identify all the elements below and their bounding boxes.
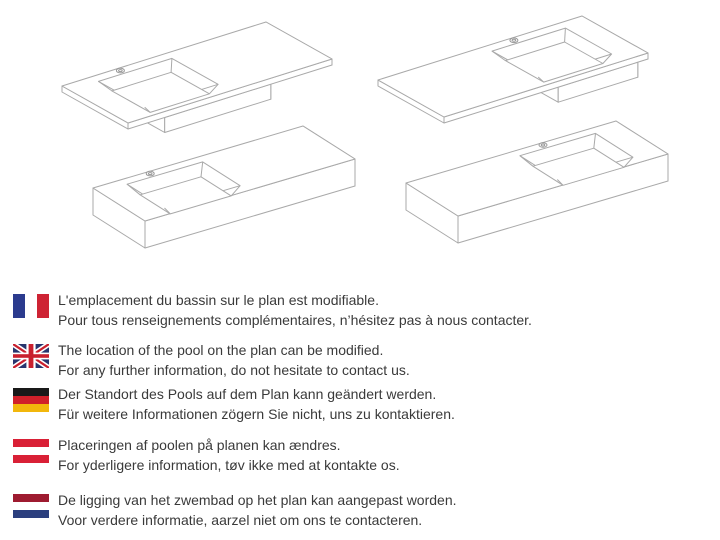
netherlands-flag (13, 494, 49, 518)
faucet-hole-icon (146, 171, 154, 176)
note-line-2: Voor verdere informatie, aarzel niet om ons te contacteren. (58, 512, 423, 528)
germany-flag (13, 388, 49, 412)
note-line-1: Der Standort des Pools auf dem Plan kann geändert werden. (58, 386, 437, 402)
note-line-1: De ligging van het zwembad op het plan kan aangepast worden. (58, 492, 457, 508)
note-line-2: Für weitere Informationen zögern Sie nicht, uns zu kontaktieren. (58, 406, 455, 422)
note-line-1: The location of the pool on the plan can be modified. (58, 342, 384, 358)
faucet-hole-icon (510, 38, 518, 43)
countertop-thick-basin-right-drawing (403, 115, 673, 250)
countertop-thick-basin-left-drawing (90, 120, 360, 255)
note-line-2: For any further information, do not hesitate to contact us. (58, 362, 410, 378)
note-line-2: For yderligere information, tøv ikke med at kontakte os. (58, 457, 400, 473)
united-kingdom-flag (13, 344, 49, 368)
france-flag (13, 294, 49, 318)
austria-flag (13, 439, 49, 463)
note-line-1: L'emplacement du bassin sur le plan est modifiable. (58, 292, 379, 308)
faucet-hole-icon (539, 143, 547, 148)
note-line-1: Placeringen af poolen på planen kan ændres. (58, 437, 341, 453)
slab-outline (378, 16, 648, 123)
note-line-2: Pour tous renseignements complémentaires, n’hésitez pas à nous contacter. (58, 312, 532, 328)
slab-outline (406, 121, 668, 243)
faucet-hole-icon (116, 68, 124, 73)
